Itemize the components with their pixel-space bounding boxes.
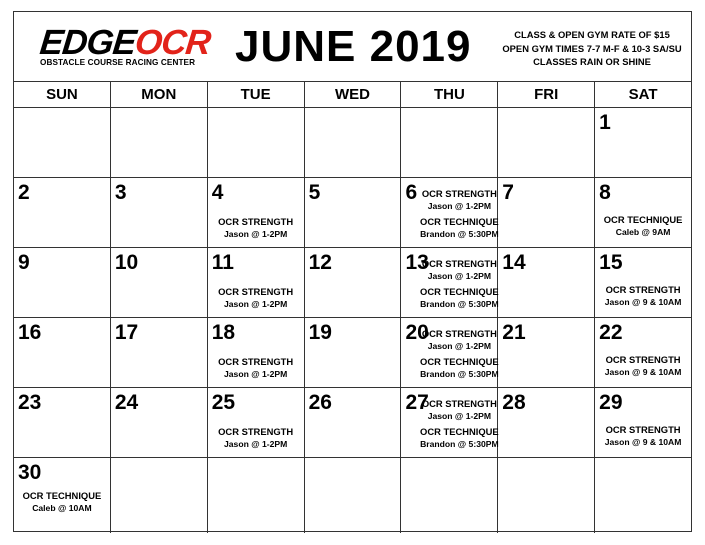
day-cell[interactable] [14, 178, 111, 247]
day-number: 18 [211, 321, 236, 344]
class-event[interactable] [411, 328, 507, 352]
day-number: 7 [502, 181, 514, 204]
day-number: 4 [211, 181, 224, 204]
event-instructor-time: Jason @ 1-2PM [427, 271, 492, 281]
event-instructor-time: Brandon @ 5:30PM [420, 229, 499, 239]
day-cell[interactable] [498, 458, 595, 533]
class-event[interactable] [595, 214, 691, 238]
event-instructor-time: Brandon @ 5:30PM [420, 299, 499, 309]
event-title: OCR STRENGTH [218, 216, 294, 227]
day-number: 15 [599, 251, 623, 274]
day-number: 11 [211, 251, 234, 274]
event-title: OCR TECHNIQUE [420, 356, 499, 367]
class-event[interactable] [411, 188, 507, 212]
info-block [490, 28, 694, 69]
event-title: OCR STRENGTH [218, 356, 294, 367]
event-instructor-time: Jason @ 1-2PM [223, 439, 288, 449]
day-number: 27 [405, 391, 429, 414]
day-cell[interactable] [208, 458, 305, 533]
week-row [14, 108, 691, 178]
day-cell[interactable] [498, 178, 595, 247]
day-name-sat: SAT [628, 86, 658, 103]
day-cell[interactable] [111, 248, 208, 317]
day-cell[interactable] [305, 178, 402, 247]
event-instructor-time: Brandon @ 5:30PM [420, 439, 499, 449]
class-event[interactable] [208, 216, 304, 240]
event-instructor-time: Jason @ 1-2PM [223, 369, 288, 379]
class-event[interactable] [595, 354, 691, 378]
day-number: 13 [405, 251, 429, 274]
day-cell[interactable] [498, 248, 595, 317]
event-instructor-time: Caleb @ 9AM [615, 227, 671, 237]
week-row [14, 458, 691, 533]
day-cell[interactable] [208, 318, 305, 387]
day-cell[interactable] [401, 458, 498, 533]
day-name-tue: TUE [208, 82, 305, 107]
event-instructor-time: Jason @ 9 & 10AM [604, 367, 682, 377]
day-number: 10 [114, 251, 139, 274]
calendar-header [14, 12, 691, 82]
class-event[interactable] [595, 284, 691, 308]
day-number: 19 [308, 321, 332, 344]
day-cell[interactable] [401, 178, 498, 247]
event-title: OCR STRENGTH [605, 354, 681, 365]
info-line: OPEN GYM TIMES 7-7 M-F & 10-3 SA/SU [502, 42, 682, 54]
class-event[interactable] [208, 356, 304, 380]
day-number: 24 [114, 391, 139, 414]
day-number: 29 [599, 391, 623, 414]
day-cell[interactable] [14, 248, 111, 317]
event-title: OCR STRENGTH [421, 258, 497, 269]
event-title: OCR STRENGTH [218, 286, 294, 297]
day-cell[interactable] [305, 108, 402, 177]
day-cell[interactable] [498, 108, 595, 177]
event-title: OCR TECHNIQUE [420, 286, 499, 297]
day-cell[interactable] [401, 318, 498, 387]
day-cell[interactable] [595, 248, 691, 317]
week-row [14, 318, 691, 388]
logo-tagline: OBSTACLE COURSE RACING CENTER [40, 58, 196, 67]
day-number: 21 [502, 321, 526, 344]
day-cell[interactable] [595, 178, 691, 247]
event-instructor-time: Jason @ 1-2PM [223, 299, 288, 309]
event-title: OCR STRENGTH [605, 284, 681, 295]
day-name-thu: THU [401, 82, 498, 107]
class-event[interactable] [208, 426, 304, 450]
day-number: 3 [114, 181, 127, 204]
day-number: 12 [308, 251, 332, 274]
day-cell[interactable] [305, 248, 402, 317]
class-event[interactable] [208, 286, 304, 310]
day-cell[interactable] [498, 388, 595, 457]
day-cell[interactable] [595, 388, 691, 457]
info-line: CLASSES RAIN OR SHINE [533, 56, 651, 67]
day-cell[interactable] [208, 108, 305, 177]
day-cell[interactable] [208, 178, 305, 247]
event-title: OCR TECHNIQUE [420, 216, 499, 227]
day-cell[interactable] [208, 248, 305, 317]
day-cell[interactable] [111, 318, 208, 387]
day-cell[interactable] [111, 388, 208, 457]
day-cell[interactable] [14, 458, 111, 533]
day-number: 23 [18, 391, 42, 414]
day-cell[interactable] [595, 318, 691, 387]
day-number: 22 [599, 321, 623, 344]
day-cell[interactable] [595, 108, 691, 177]
day-cell[interactable] [401, 388, 498, 457]
event-instructor-time: Jason @ 9 & 10AM [604, 297, 682, 307]
event-instructor-time: Brandon @ 5:30PM [420, 369, 499, 379]
event-instructor-time: Jason @ 1-2PM [427, 411, 492, 421]
calendar [13, 11, 692, 532]
day-number: 1 [599, 111, 611, 134]
event-title: OCR STRENGTH [421, 188, 497, 199]
day-cell[interactable] [595, 458, 691, 533]
day-name-sun: SUN [14, 82, 111, 107]
day-name-mon: MON [111, 82, 208, 107]
day-number: 25 [211, 391, 236, 414]
event-instructor-time: Jason @ 1-2PM [223, 229, 288, 239]
class-event[interactable] [411, 216, 507, 240]
class-event[interactable] [411, 398, 507, 422]
day-cell[interactable] [305, 388, 402, 457]
info-line: CLASS & OPEN GYM RATE OF $15 [514, 29, 670, 40]
event-instructor-time: Caleb @ 10AM [32, 503, 92, 513]
logo-ocr-text: OCR [133, 23, 213, 62]
event-instructor-time: Jason @ 1-2PM [427, 341, 492, 351]
event-title: OCR STRENGTH [421, 398, 497, 409]
week-row [14, 248, 691, 318]
day-cell[interactable] [14, 388, 111, 457]
day-cell[interactable] [498, 318, 595, 387]
day-cell[interactable] [14, 318, 111, 387]
day-number: 16 [18, 321, 42, 344]
logo-edge-text: EDGE [38, 23, 138, 62]
day-names-row [14, 82, 691, 108]
month-title: JUNE 2019 [235, 22, 472, 71]
class-event[interactable] [411, 356, 507, 380]
event-instructor-time: Jason @ 1-2PM [427, 201, 492, 211]
day-number: 17 [114, 321, 139, 344]
day-cell[interactable] [111, 458, 208, 533]
class-event[interactable] [595, 424, 691, 448]
week-row [14, 178, 691, 248]
day-cell[interactable] [111, 108, 208, 177]
calendar-grid [14, 82, 691, 533]
class-event[interactable] [411, 286, 507, 310]
event-instructor-time: Jason @ 9 & 10AM [604, 437, 682, 447]
event-title: OCR TECHNIQUE [603, 214, 683, 225]
event-title: OCR STRENGTH [421, 328, 497, 339]
day-name-wed: WED [305, 82, 402, 107]
class-event[interactable] [14, 490, 110, 514]
day-number: 14 [502, 251, 526, 274]
day-number: 26 [308, 391, 332, 414]
logo-wordmark [38, 23, 212, 63]
day-number: 28 [502, 391, 526, 414]
day-number: 8 [599, 181, 611, 204]
day-cell[interactable] [14, 108, 111, 177]
day-cell[interactable] [305, 318, 402, 387]
event-title: OCR STRENGTH [218, 426, 294, 437]
day-number: 20 [405, 321, 429, 344]
day-name-fri: FRI [498, 82, 595, 107]
day-cell[interactable] [305, 458, 402, 533]
day-cell[interactable] [208, 388, 305, 457]
event-title: OCR TECHNIQUE [22, 490, 102, 501]
day-number: 9 [18, 251, 30, 274]
event-title: OCR STRENGTH [605, 424, 681, 435]
edge-ocr-logo [40, 23, 222, 73]
day-cell[interactable] [111, 178, 208, 247]
day-number: 5 [308, 181, 321, 204]
class-event[interactable] [411, 426, 507, 450]
day-number: 2 [18, 181, 30, 204]
day-cell[interactable] [401, 108, 498, 177]
week-row [14, 388, 691, 458]
day-cell[interactable] [401, 248, 498, 317]
day-number: 6 [405, 181, 418, 204]
event-title: OCR TECHNIQUE [420, 426, 499, 437]
class-event[interactable] [411, 258, 507, 282]
day-number: 30 [18, 461, 42, 484]
